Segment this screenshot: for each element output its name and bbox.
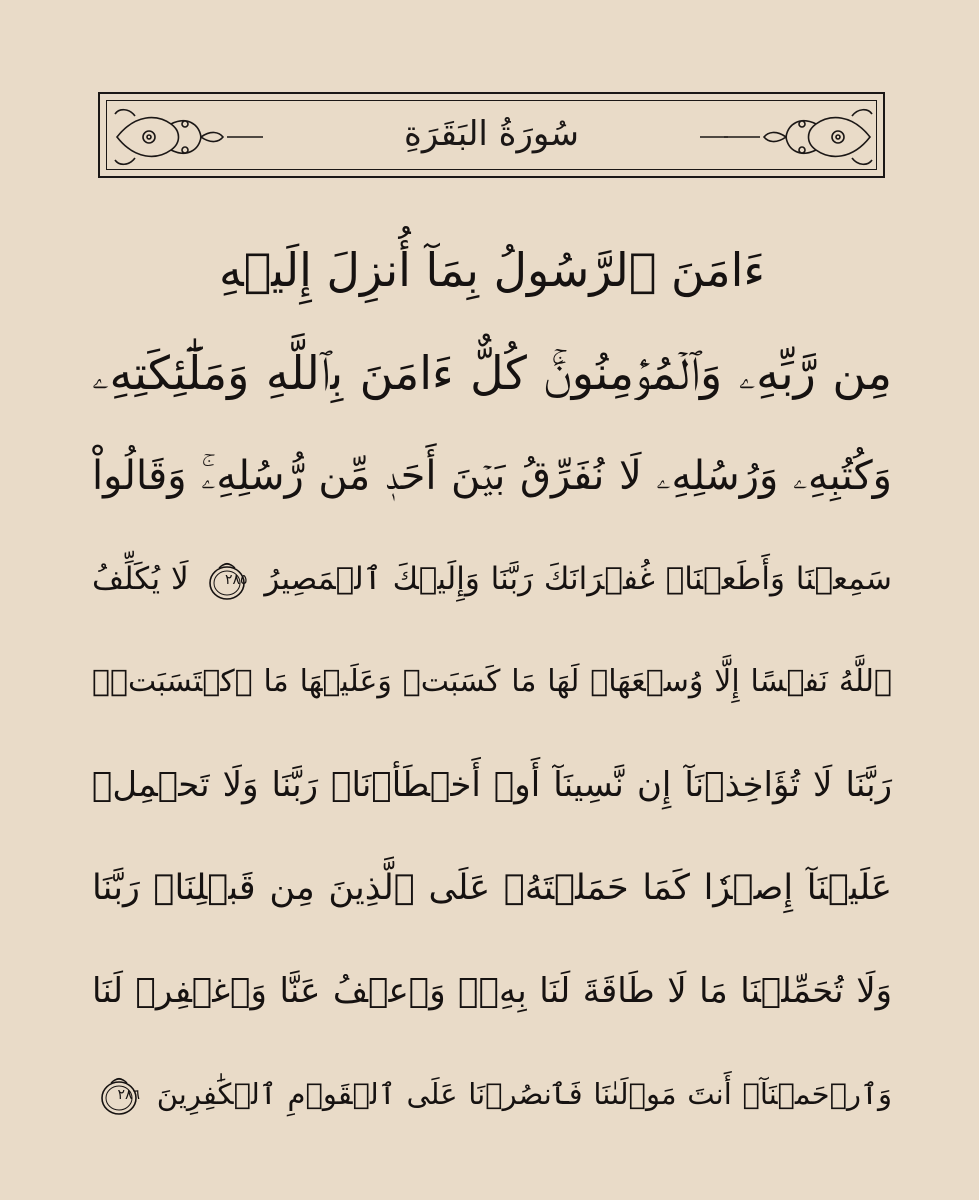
verse-line-6: رَبَّنَا لَا تُؤَاخِذۡنَآ إِن نَّسِينَآ أَوۡ أَخۡطَأۡنَاۚ رَبَّنَا وَلَا تَحۡمِلۡ <box>92 765 892 805</box>
ayah-number-286: ٢٨٦ <box>117 1087 140 1103</box>
ayah-marker-286 <box>98 1073 140 1119</box>
ayah-marker-285 <box>206 558 248 604</box>
verse-line-1: ءَامَنَ ٱلرَّسُولُ بِمَآ أُنزِلَ إِلَيۡهِ <box>218 243 766 297</box>
verse-line-3: وَكُتُبِهِۦ وَرُسُلِهِۦ لَا نُفَرِّقُ بَيۡنَ أَحَدٖ مِّن رُّسُلِهِۦۚ وَقَالُواْ <box>92 453 892 499</box>
surah-title: سُورَةُ البَقَرَةِ <box>404 114 579 154</box>
verse-line-4-part-b: لَا يُكَلِّفُ <box>92 561 189 597</box>
verse-line-2: مِن رَّبِّهِۦ وَٱلۡمُؤۡمِنُونَۚ كُلٌّ ءَامَنَ بِٱللَّهِ وَمَلَٰٓئِكَتِهِۦ <box>92 346 892 400</box>
verse-line-9 <box>92 1044 892 1144</box>
verse-line-7: عَلَيۡنَآ إِصۡرٗا كَمَا حَمَلۡتَهُۥ عَلَى ٱلَّذِينَ مِن قَبۡلِنَاۚ رَبَّنَا <box>92 868 892 908</box>
verse-line-5: ٱللَّهُ نَفۡسًا إِلَّا وُسۡعَهَاۚ لَهَا مَا كَسَبَتۡ وَعَلَيۡهَا مَا ٱكۡتَسَبَتۡۗ <box>92 664 892 699</box>
verse-line-9-text: وَٱرۡحَمۡنَآۚ أَنتَ مَوۡلَىٰنَا فَٱنصُرۡنَا عَلَى ٱلۡقَوۡمِ ٱلۡكَٰفِرِينَ <box>156 1077 893 1111</box>
ayah-number-285: ٢٨٥ <box>224 571 248 588</box>
verse-line-8: وَلَا تُحَمِّلۡنَا مَا لَا طَاقَةَ لَنَا بِهِۦۖ وَٱعۡفُ عَنَّا وَٱغۡفِرۡ لَنَا <box>92 971 892 1011</box>
verse-line-4-part-a: سَمِعۡنَا وَأَطَعۡنَاۖ غُفۡرَانَكَ رَبَّنَا وَإِلَيۡكَ ٱلۡمَصِيرُ <box>264 561 893 597</box>
verse-line-4 <box>92 529 892 629</box>
surah-header-frame <box>98 92 885 178</box>
